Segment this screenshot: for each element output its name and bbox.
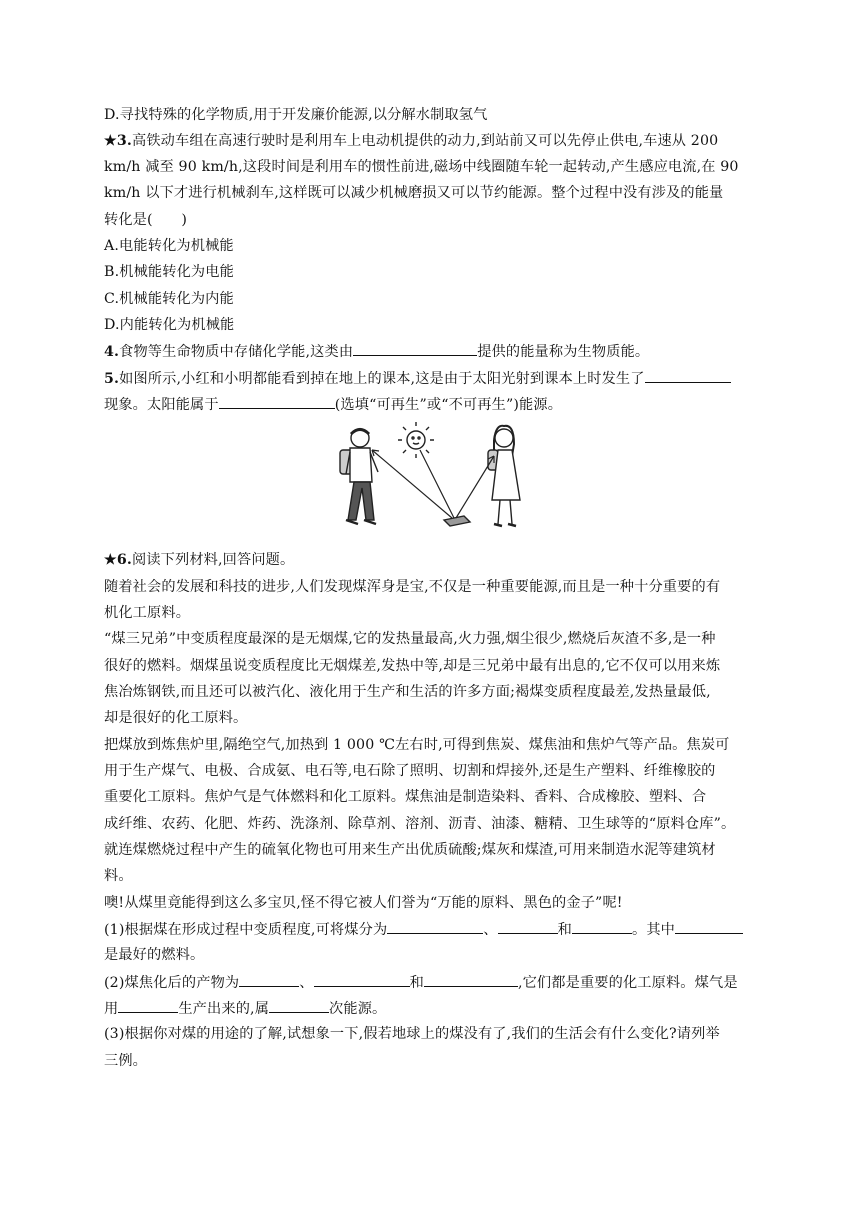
question-4: 4.食物等生命物质中存储化学能,这类由 提供的能量称为生物质能。 [104,341,649,362]
answer-blank[interactable] [269,998,329,1013]
answer-blank[interactable] [572,919,632,934]
answer-blank[interactable] [424,972,518,987]
paragraph-line: 随着社会的发展和科技的进步,人们发现煤浑身是宝,不仅是一种重要能源,而且是一种十分重要的有 [104,579,721,595]
option-d-q2: D.寻找特殊的化学物质,用于开发廉价能源,以分解水制取氢气 [104,107,488,123]
light-rays [372,450,494,518]
boy-figure [340,429,378,524]
sun-icon [398,422,434,458]
paragraph-line: 成纤维、农药、化肥、炸药、洗涤剂、除草剂、溶剂、沥青、油漆、糖精、卫生球等的“原料仓库”。 [104,816,736,832]
question-5-line-2: 现象。太阳能属于 (选填“可再生”或“不可再生”)能源。 [104,394,562,415]
answer-blank[interactable] [645,368,731,383]
subquestion-3-line-1: (3)根据你对煤的用途的了解,试想象一下,假若地球上的煤没有了,我们的生活会有什么变化?请列举 [104,1026,720,1042]
paragraph-line: 用于生产煤气、电极、合成氨、电石等,电石除了照明、切割和焊接外,还是生产塑料、纤维橡胶的 [104,763,716,779]
answer-blank[interactable] [314,972,410,987]
paragraph-line: 却是很好的化工原料。 [104,710,248,726]
subquestion-1-line-2: 是最好的燃料。 [104,947,205,963]
subquestion-2-line-2: 用 生产出来的,属 次能源。 [104,998,386,1019]
question-number: 5. [104,371,120,387]
girl-figure [488,426,520,526]
answer-blank[interactable] [498,919,558,934]
answer-blank[interactable] [387,919,483,934]
question-number: ★3. [104,133,132,149]
paragraph-line: 重要化工原料。焦炉气是气体燃料和化工原料。煤焦油是制造染料、香料、合成橡胶、塑料、合 [104,789,707,805]
subquestion-1-line-1: (1)根据煤在形成过程中变质程度,可将煤分为 、 和 。其中 [104,919,743,940]
paragraph-line: 料。 [104,868,133,884]
answer-blank[interactable] [675,919,743,934]
question-3-line-1: ★3.高铁动车组在高速行驶时是利用车上电动机提供的动力,到站前又可以先停止供电,车速从 200 [104,133,719,149]
paragraph-line: 就连煤燃烧过程中产生的硫氧化物也可用来生产出优质硫酸;煤灰和煤渣,可用来制造水泥等建筑材 [104,842,716,858]
question-3-line-4: 转化是( ) [104,212,188,228]
paragraph-line: 机化工原料。 [104,605,191,621]
answer-blank[interactable] [239,972,299,987]
question-number: 4. [104,344,120,360]
option-a: A.电能转化为机械能 [104,238,234,254]
paragraph-line: 把煤放到炼焦炉里,隔绝空气,加热到 1 000 ℃左右时,可得到焦炭、煤焦油和焦炉气等产品。焦炭可 [104,737,730,753]
question-3-line-2: km/h 减至 90 km/h,这段时间是利用车的惯性前进,磁场中线圈随车轮一起转动,产生感应电流,在 90 [104,159,739,175]
paragraph-line: 焦冶炼钢铁,而且还可以被汽化、液化用于生产和生活的许多方面;褐煤变质程度最差,发热量最低, [104,684,711,700]
paragraph-line: “煤三兄弟”中变质程度最深的是无烟煤,它的发热量最高,火力强,烟尘很少,燃烧后灰渣不多,是一种 [104,631,716,647]
paragraph-line: 噢!从煤里竟能得到这么多宝贝,怪不得它被人们誉为“万能的原料、黑色的金子”呢! [104,895,623,911]
answer-blank[interactable] [118,998,178,1013]
subquestion-2-line-1: (2)煤焦化后的产物为 、 和 ,它们都是重要的化工原料。煤气是 [104,972,738,993]
answer-blank[interactable] [219,394,335,409]
question-3-line-3: km/h 以下才进行机械刹车,这样既可以减少机械磨损又可以节约能源。整个过程中没有涉及的能量 [104,185,724,201]
question-5-line-1: 5.如图所示,小红和小明都能看到掉在地上的课本,这是由于太阳光射到课本上时发生了 [104,368,731,389]
paragraph-line: 很好的燃料。烟煤虽说变质程度比无烟煤差,发热中等,却是三兄弟中最有出息的,它不仅可以用来炼 [104,658,721,674]
reflection-illustration [336,420,528,538]
option-d: D.内能转化为机械能 [104,317,235,333]
answer-blank[interactable] [353,341,477,356]
question-number: ★6. [104,552,132,568]
option-c: C.机械能转化为内能 [104,291,234,307]
subquestion-3-line-2: 三例。 [104,1053,148,1069]
option-b: B.机械能转化为电能 [104,264,234,280]
question-6-title: ★6.阅读下列材料,回答问题。 [104,552,295,568]
